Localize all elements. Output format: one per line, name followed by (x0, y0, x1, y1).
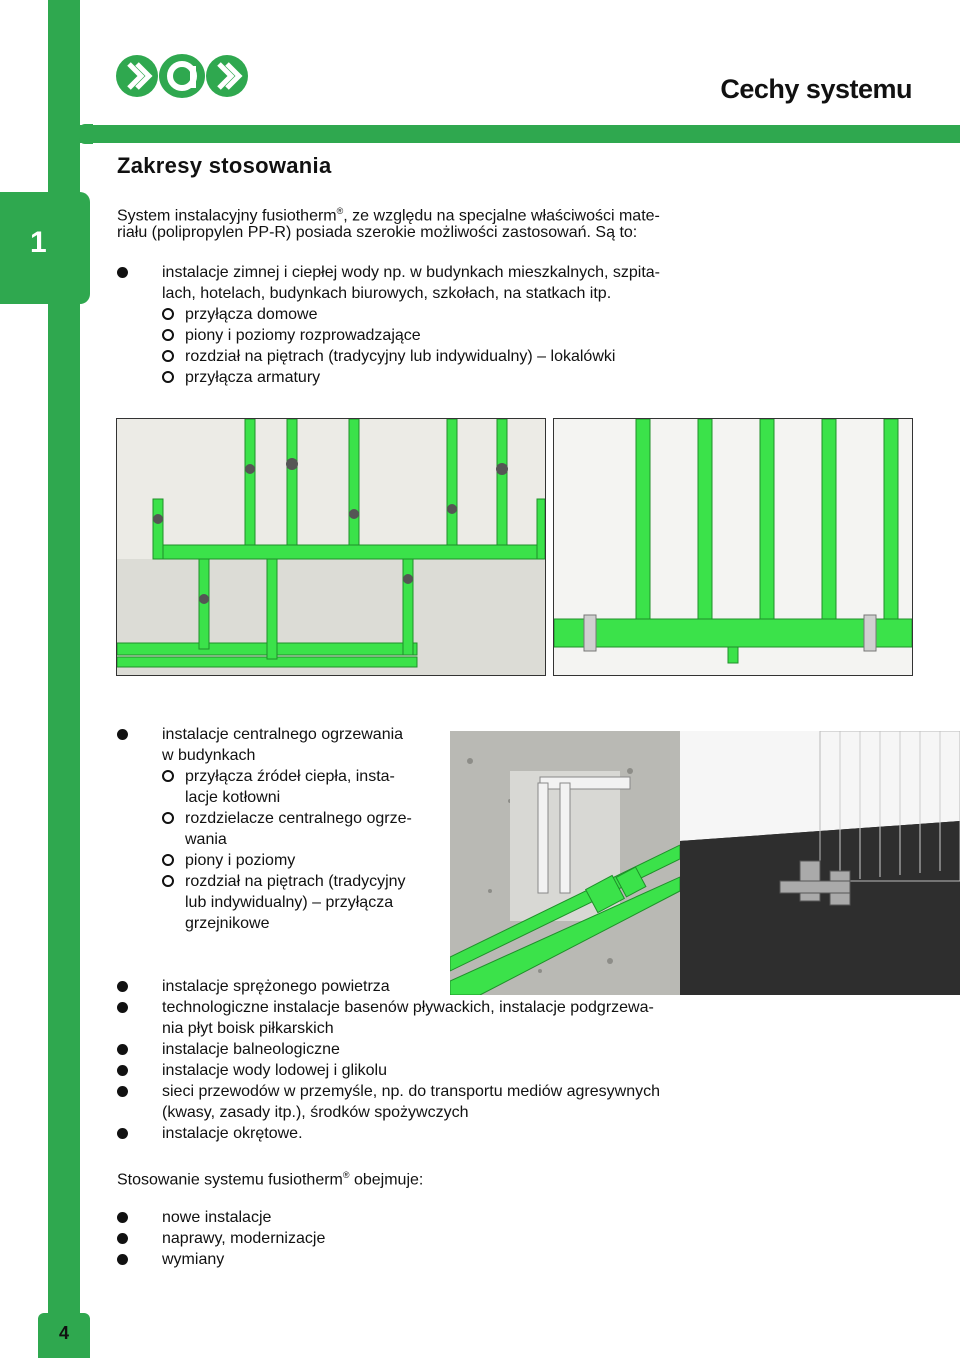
sub-bullet (162, 854, 174, 866)
sub-bullet (162, 770, 174, 782)
rail-joint (79, 124, 93, 144)
company-logo (115, 52, 250, 100)
bullet (117, 1254, 128, 1265)
intro-text: , ze względu na specjalne właściwości mate- (343, 207, 660, 225)
group1-sub-item: piony i poziomy rozprowadzające (185, 327, 421, 344)
group2-line: w budynkach (162, 747, 256, 764)
group2-sub-line: piony i poziomy (185, 852, 296, 869)
manifold-illustration (554, 419, 912, 675)
usage-line (117, 1165, 423, 1190)
sub-bullet (162, 875, 174, 887)
pipe-illustration (117, 419, 545, 675)
registered-mark: ® (342, 1170, 350, 1180)
usage-text: obejmuje: (349, 1171, 424, 1189)
group1-sub-item: przyłącza armatury (185, 369, 321, 386)
group2-sub-line: wania (185, 831, 227, 848)
group4-item: naprawy, modernizacje (162, 1230, 326, 1247)
group3-item: instalacje wody lodowej i glikolu (162, 1062, 388, 1079)
usage-text: Stosowanie systemu fusiotherm (117, 1171, 343, 1189)
photo-radiator-connection (680, 731, 960, 995)
bullet (117, 1065, 128, 1076)
bullet (117, 981, 128, 992)
section-title: Zakresy stosowania (117, 153, 332, 178)
group1-line-1: instalacje zimnej i ciepłej wody np. w budynkach mieszkalnych, szpita- (162, 264, 660, 281)
group3-item: instalacje okrętowe. (162, 1125, 303, 1142)
group2-sub-line: grzejnikowe (185, 915, 270, 932)
group3-item-continued: (kwasy, zasady itp.), środków spożywczych (162, 1104, 469, 1121)
header-title: Cechy systemu (720, 74, 912, 104)
group2-line: instalacje centralnego ogrzewania (162, 726, 404, 743)
bullet (117, 267, 128, 278)
chapter-number: 1 (30, 226, 47, 259)
group2-sub-line: rozdzielacze centralnego ogrze- (185, 810, 412, 827)
page-number-box (38, 1313, 90, 1358)
group3-item-continued: nia płyt boisk piłkarskich (162, 1020, 334, 1037)
top-green-rail (80, 125, 960, 143)
group3-item: technologiczne instalacje basenów pływackich, instalacje podgrzewa- (162, 999, 654, 1016)
sub-bullet (162, 350, 174, 362)
bullet (117, 1128, 128, 1139)
wall-illustration (450, 731, 680, 995)
group2-sub-line: rozdział na piętrach (tradycyjny (185, 873, 406, 890)
bullet (117, 1233, 128, 1244)
group3-item: instalacje balneologiczne (162, 1041, 340, 1058)
sub-bullet (162, 329, 174, 341)
bullet (117, 1086, 128, 1097)
group1-sub-item: rozdział na piętrach (tradycyjny lub indywidualny) – lokalówki (185, 348, 616, 365)
registered-mark: ® (336, 206, 344, 216)
photo-water-distribution (116, 418, 546, 676)
sub-bullet (162, 308, 174, 320)
group4-item: nowe instalacje (162, 1209, 272, 1226)
sub-bullet (162, 812, 174, 824)
photo-wall-pipes (450, 731, 680, 995)
sub-bullet (162, 371, 174, 383)
bullet (117, 729, 128, 740)
bullet (117, 1002, 128, 1013)
group1-line-2: lach, hotelach, budynkach biurowych, szkołach, na statkach itp. (162, 285, 612, 302)
group3-item: sieci przewodów w przemyśle, np. do transportu mediów agresywnych (162, 1083, 660, 1100)
intro-text: System instalacyjny fusiotherm (117, 207, 337, 225)
intro-line-2: riału (polipropylen PP-R) posiada szerokie możliwości zastosowań. Są to: (117, 224, 638, 241)
group4-item: wymiany (162, 1251, 225, 1268)
group2-sub-line: lub indywidualny) – przyłącza (185, 894, 394, 911)
group3-item: instalacje sprężonego powietrza (162, 978, 390, 995)
group1-sub-item: przyłącza domowe (185, 306, 318, 323)
group2-sub-line: lacje kotłowni (185, 789, 281, 806)
bullet (117, 1212, 128, 1223)
photo-manifold (553, 418, 913, 676)
group2-sub-line: przyłącza źródeł ciepła, insta- (185, 768, 395, 785)
page-number: 4 (58, 1323, 69, 1343)
bullet (117, 1044, 128, 1055)
radiator-illustration (680, 731, 960, 995)
